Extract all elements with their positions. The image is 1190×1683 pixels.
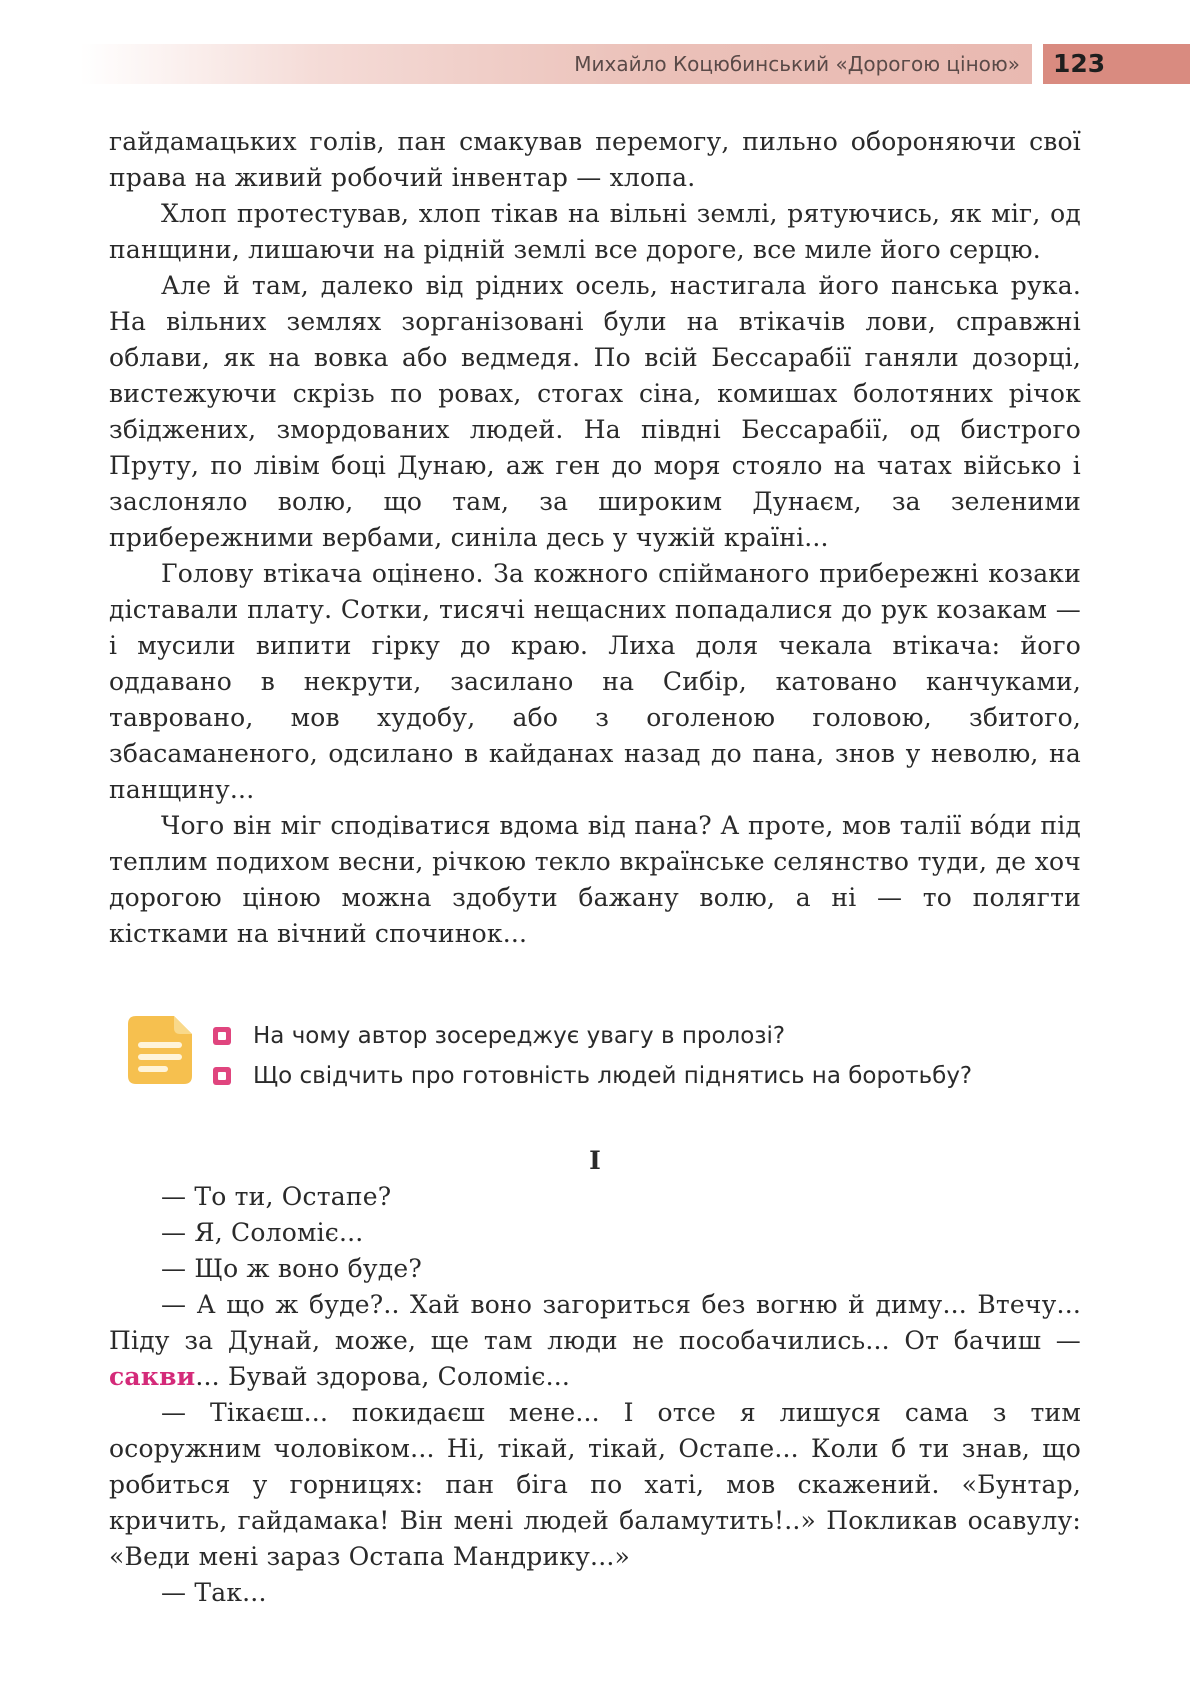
paragraph: Чого він міг сподіватися вдома від пана? А проте, мов талії во́ди під теплим подихом весни, річкою текло вкраїнське селянство туди, де хоч дорогою ціною можна здобути бажану волю, а ні — то полягти кістками на вічний спочинок... xyxy=(109,811,1081,948)
dialog-line: — Я, Соломіє... xyxy=(161,1218,364,1247)
square-bullet-icon xyxy=(213,1027,231,1045)
question-text: На чому автор зосереджує увагу в пролозі? xyxy=(253,1023,786,1049)
dialog-text-part: ... Бувай здорова, Соломіє... xyxy=(195,1362,571,1391)
question-text: Що свідчить про готовність людей піднятись на боротьбу? xyxy=(253,1063,973,1089)
chapter-heading: I xyxy=(589,1146,601,1175)
questions-block xyxy=(128,1016,1088,1106)
running-header xyxy=(80,44,1032,84)
page-number-box xyxy=(1043,44,1190,84)
dialog-line: — Що ж воно буде? xyxy=(161,1254,422,1283)
dialog-line: — Тікаєш... покидаєш мене... І отсе я лишуся сама з тим осоружним чоловіком... Ні, тікай, тікай, Остапе... Коли б ти знав, що робиться у горницях: пан біга по хаті, мов скажений. «Бунтар, кричить, гайдамака! Він мені людей баламутить!..» Покликав осавулу: «Веди мені зараз Остапа Мандрику...» xyxy=(109,1398,1081,1571)
dialog-text-part: — А що ж буде?.. Хай воно загориться без вогню й диму... Втечу... Піду за Дунай, може, ще там люди не пособачились... От бачиш — xyxy=(109,1290,1081,1355)
dialog-line: — То ти, Остапе? xyxy=(161,1182,392,1211)
page-number: 123 xyxy=(1053,49,1106,78)
paragraph: гайдамацьких голів, пан смакував перемогу, пильно обороняючи свої права на живий робочий інвентар — хлопа. xyxy=(109,127,1081,192)
dialog-text xyxy=(109,1179,1081,1611)
square-bullet-icon xyxy=(213,1067,231,1085)
glossary-term[interactable]: сакви xyxy=(109,1362,196,1391)
paragraph: Але й там, далеко від рідних осель, настигала його панська рука. На вільних землях зорганізовані були на втікачів лови, справжні облави, як на вовка або ведмедя. По всій Бессарабії ганяли дозорці, вистежуючи скрізь по ровах, стогах сіна, комишах болотяних річок збіджених, змордованих людей. На півдні Бессарабії, од бистрого Пруту, по лівім боці Дунаю, аж ген до моря стояло на чатах військо і заслоняло волю, що там, за широким Дунаєм, за зеленими прибережними вербами, синіла десь у чужій країні... xyxy=(109,271,1081,552)
paragraph: Хлоп протестував, хлоп тікав на вільні землі, рятуючись, як міг, од панщини, лишаючи на рідній землі все дороге, все миле його серцю. xyxy=(109,199,1081,264)
header-title: Михайло Коцюбинський «Дорогою ціною» xyxy=(574,52,1020,76)
prologue-text xyxy=(109,124,1081,952)
dialog-line: — Так... xyxy=(161,1578,267,1607)
dialog-line xyxy=(109,1287,1081,1395)
paragraph: Голову втікача оцінено. За кожного спійманого прибережні козаки діставали плату. Сотки, тисячі нещасних попадалися до рук козакам — і мусили випити гірку до краю. Лиха доля чекала втікача: його оддавано в некрути, засилано на Сибір, катовано канчуками, тавровано, мов худобу, або з оголеною головою, збитого, збасаманеного, одсилано в кайданах назад до пана, знов у неволю, на панщину... xyxy=(109,559,1081,804)
document-icon xyxy=(128,1016,192,1084)
